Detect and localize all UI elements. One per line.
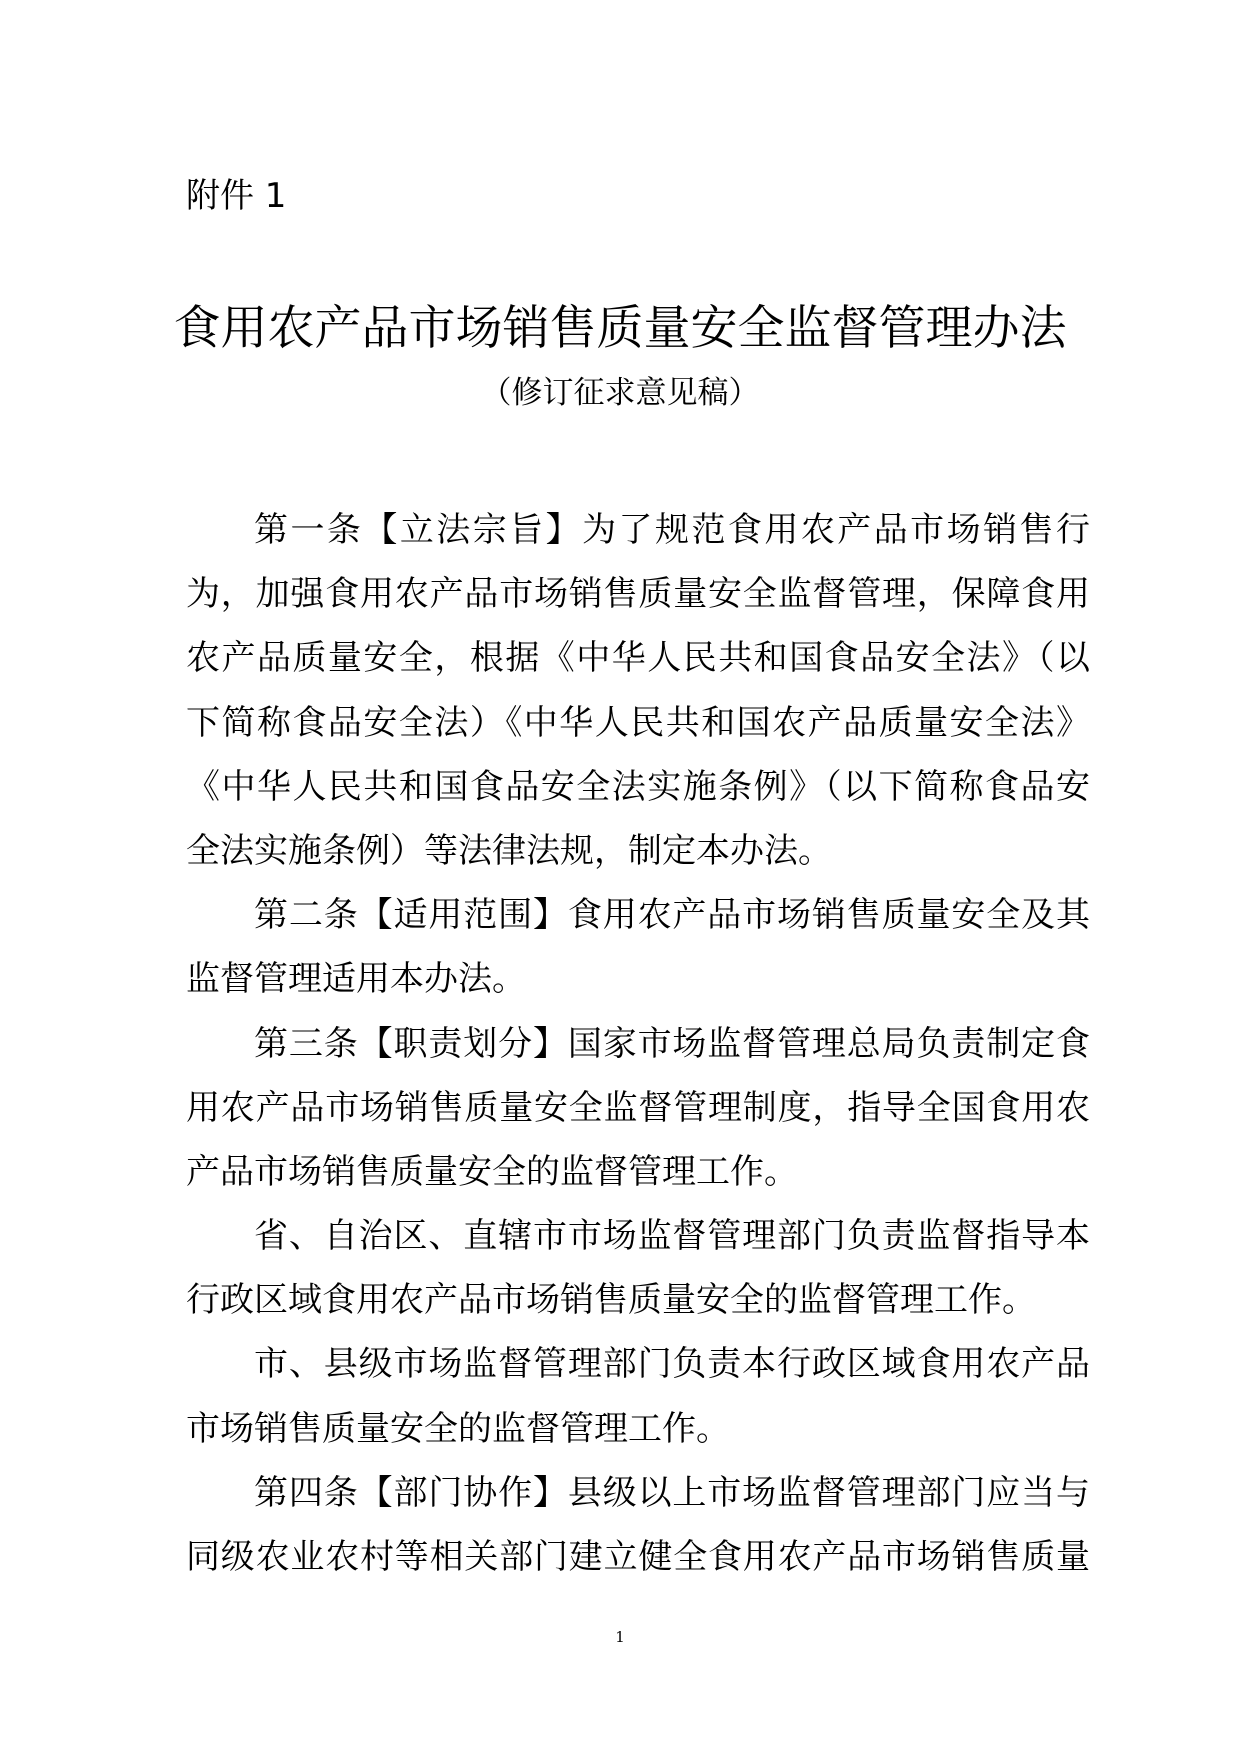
paragraph-line: 第三条【职责划分】国家市场监督管理总局负责制定食 bbox=[254, 1023, 1090, 1064]
paragraph-line: 第一条【立法宗旨】为了规范食用农产品市场销售行 bbox=[254, 510, 1090, 550]
article-paragraph bbox=[186, 1012, 1090, 1205]
paragraph-line: 下简称食品安全法）《中华人民共和国农产品质量安全法》 bbox=[186, 702, 1090, 743]
attachment-label: 附件 1 bbox=[186, 176, 287, 216]
article-paragraph bbox=[186, 1461, 1090, 1589]
paragraph-line: 《中华人民共和国食品安全法实施条例》（以下简称食品安 bbox=[186, 766, 1090, 807]
article-paragraph bbox=[186, 1204, 1090, 1332]
paragraph-line: 省、自治区、直辖市市场监督管理部门负责监督指导本 bbox=[254, 1216, 1090, 1257]
paragraph-line: 全法实施条例）等法律法规，制定本办法。 bbox=[186, 830, 832, 871]
paragraph-line: 行政区域食用农产品市场销售质量安全的监督管理工作。 bbox=[186, 1280, 1036, 1321]
article-paragraph bbox=[186, 498, 1090, 883]
paragraph-line: 农产品质量安全，根据《中华人民共和国食品安全法》（以 bbox=[186, 638, 1090, 679]
paragraph-line: 产品市场销售质量安全的监督管理工作。 bbox=[186, 1151, 798, 1192]
document-subtitle: （修订征求意见稿） bbox=[480, 375, 760, 411]
paragraph-line: 用农产品市场销售质量安全监督管理制度，指导全国食用农 bbox=[186, 1087, 1090, 1128]
document-title: 食用农产品市场销售质量安全监督管理办法 bbox=[173, 301, 1067, 356]
paragraph-line: 为，加强食用农产品市场销售质量安全监督管理，保障食用 bbox=[186, 574, 1090, 615]
page-number: 1 bbox=[615, 1628, 625, 1646]
article-paragraph bbox=[186, 883, 1090, 1011]
paragraph-line: 第四条【部门协作】县级以上市场监督管理部门应当与 bbox=[254, 1472, 1090, 1513]
document-body bbox=[186, 498, 1090, 1589]
paragraph-line: 监督管理适用本办法。 bbox=[186, 959, 526, 1000]
paragraph-line: 市场销售质量安全的监督管理工作。 bbox=[186, 1408, 730, 1449]
paragraph-line: 同级农业农村等相关部门建立健全食用农产品市场销售质量 bbox=[186, 1537, 1090, 1577]
paragraph-line: 市、县级市场监督管理部门负责本行政区域食用农产品 bbox=[254, 1344, 1090, 1385]
article-paragraph bbox=[186, 1332, 1090, 1460]
paragraph-line: 第二条【适用范围】食用农产品市场销售质量安全及其 bbox=[254, 895, 1090, 936]
